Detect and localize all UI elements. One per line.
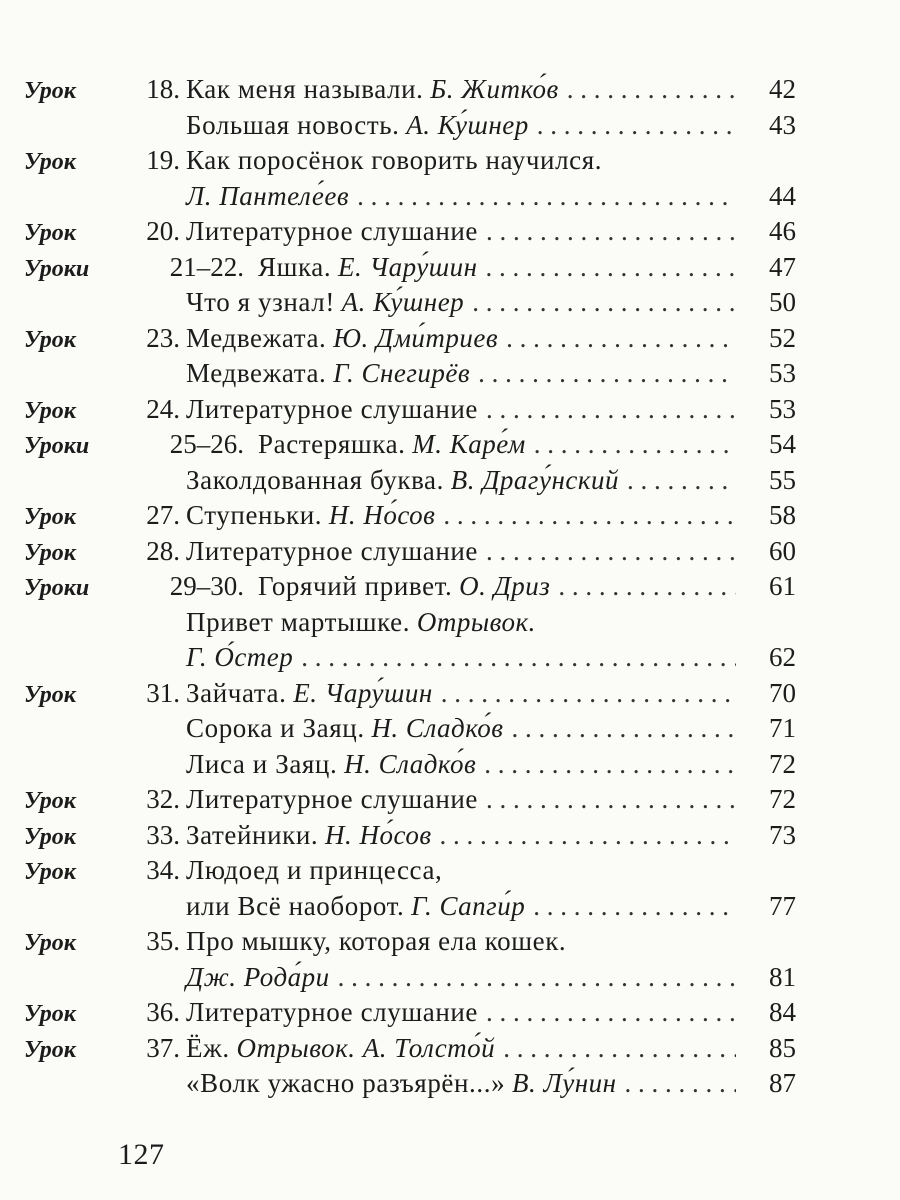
lesson-kind: Уроки xyxy=(24,255,90,282)
lesson-kind: Урок xyxy=(24,220,76,246)
toc-row xyxy=(24,143,796,179)
page-number: 127 xyxy=(118,1138,165,1171)
toc-row xyxy=(24,569,796,605)
lesson-number: 28. xyxy=(146,535,180,566)
toc-row xyxy=(24,853,796,889)
toc-entry xyxy=(184,853,442,889)
toc-entry xyxy=(184,72,559,108)
work-author: Н. Сладко́в xyxy=(371,713,504,743)
dot-leader xyxy=(627,463,736,499)
lesson-kind: Урок xyxy=(24,504,76,530)
toc-row xyxy=(24,285,796,321)
toc-entry xyxy=(256,569,550,605)
lesson-kind: Урок xyxy=(24,788,76,814)
dot-leader xyxy=(512,711,736,747)
lesson-number: 19. xyxy=(146,145,180,175)
page-ref: 71 xyxy=(769,713,796,743)
dot-leader xyxy=(486,534,736,570)
dot-leader xyxy=(625,1066,736,1102)
toc-entry xyxy=(184,889,525,925)
toc-row xyxy=(24,995,796,1031)
lesson-number: 36. xyxy=(146,997,180,1027)
page-ref: 73 xyxy=(769,819,796,850)
work-author: Отрывок. xyxy=(416,606,536,637)
lesson-number: 21–22. xyxy=(169,251,244,282)
page-ref: 42 xyxy=(769,74,796,104)
work-author: Отрывок. А. Толсто́й xyxy=(236,1032,496,1063)
toc-row xyxy=(24,960,796,996)
toc-entry xyxy=(184,463,619,499)
page-ref: 87 xyxy=(769,1068,796,1098)
work-title: Лиса и Заяц. xyxy=(186,748,338,779)
dot-leader xyxy=(567,72,736,108)
toc-row xyxy=(24,534,796,570)
page-ref: 54 xyxy=(769,429,796,459)
toc-row xyxy=(24,498,796,534)
toc-entry xyxy=(184,818,432,854)
toc-entry xyxy=(184,143,602,179)
toc-row xyxy=(24,72,796,108)
dot-leader xyxy=(486,214,736,250)
lesson-number: 29–30. xyxy=(169,571,244,601)
toc-entry xyxy=(184,995,478,1031)
lesson-kind: Урок xyxy=(24,1001,76,1027)
lesson-kind: Урок xyxy=(24,397,76,424)
work-author: Дж. Рода́ри xyxy=(186,961,330,992)
work-title: Литературное слушание xyxy=(186,535,478,566)
table-of-contents xyxy=(24,72,796,1102)
work-title: Ступеньки. xyxy=(186,500,323,530)
page-ref: 77 xyxy=(769,890,796,921)
work-title: Горячий привет. xyxy=(258,571,453,601)
toc-row xyxy=(24,782,796,818)
dot-leader xyxy=(486,782,736,818)
work-author: Е. Чару́шин xyxy=(338,251,478,282)
dot-leader xyxy=(486,250,737,286)
toc-row xyxy=(24,356,796,392)
page-ref: 55 xyxy=(769,464,796,495)
page-ref: 72 xyxy=(769,748,796,779)
work-title: Большая новость. xyxy=(186,109,400,140)
dot-leader xyxy=(558,569,736,605)
toc-entry xyxy=(256,427,526,463)
toc-row xyxy=(24,250,796,286)
work-title: Растеряшка. xyxy=(258,429,406,459)
work-author: М. Каре́м xyxy=(412,429,526,459)
work-title: Привет мартышке. xyxy=(186,606,411,637)
toc-row xyxy=(24,818,796,854)
lesson-number: 23. xyxy=(146,322,180,353)
toc-entry xyxy=(184,108,529,144)
page-ref: 70 xyxy=(769,677,796,708)
toc-entry xyxy=(184,747,476,783)
lesson-number: 37. xyxy=(146,1032,180,1063)
toc-entry xyxy=(184,179,349,215)
toc-row xyxy=(24,747,796,783)
toc-row xyxy=(24,321,796,357)
work-author: А. Ку́шнер xyxy=(406,109,529,140)
dot-leader xyxy=(506,321,736,357)
work-author: Б. Житко́в xyxy=(430,74,559,104)
lesson-kind: Урок xyxy=(24,859,76,885)
lesson-number: 18. xyxy=(146,74,180,104)
page-ref: 61 xyxy=(769,571,796,601)
lesson-number: 31. xyxy=(146,677,180,708)
toc-entry xyxy=(184,1066,617,1102)
toc-row xyxy=(24,463,796,499)
work-title: Медвежата. xyxy=(186,358,327,388)
work-title: Как меня называли. xyxy=(186,74,424,104)
lesson-number: 25–26. xyxy=(169,429,244,459)
toc-row xyxy=(24,640,796,676)
dot-leader xyxy=(484,747,736,783)
work-title: Ёж. xyxy=(186,1032,230,1063)
toc-entry xyxy=(184,605,536,641)
lesson-kind: Урок xyxy=(24,1036,76,1063)
page-ref: 58 xyxy=(769,500,796,530)
lesson-kind: Уроки xyxy=(24,433,90,459)
page-ref: 62 xyxy=(769,642,796,672)
dot-leader xyxy=(301,640,736,676)
dot-leader xyxy=(503,1031,736,1067)
dot-leader xyxy=(338,960,736,996)
work-author: В. Лу́нин xyxy=(511,1068,617,1098)
toc-entry xyxy=(184,534,478,570)
toc-row xyxy=(24,1066,796,1102)
toc-entry xyxy=(184,214,478,250)
page-ref: 46 xyxy=(769,216,796,246)
toc-entry xyxy=(184,498,435,534)
page-ref: 50 xyxy=(769,287,796,317)
lesson-kind: Уроки xyxy=(24,575,90,601)
work-author: Ю. Дми́триев xyxy=(333,322,499,353)
toc-entry xyxy=(184,640,293,676)
toc-entry xyxy=(184,1031,495,1067)
toc-entry xyxy=(184,392,478,428)
work-title: Что я узнал! xyxy=(186,287,335,317)
toc-row xyxy=(24,179,796,215)
work-title: Людоед и принцесса, xyxy=(186,855,443,885)
dot-leader xyxy=(486,392,736,428)
lesson-number: 32. xyxy=(146,784,180,814)
dot-leader xyxy=(533,889,736,925)
toc-row xyxy=(24,889,796,925)
toc-entry xyxy=(256,250,478,286)
work-author: Н. Сладко́в xyxy=(344,748,477,779)
page-ref: 84 xyxy=(769,997,796,1027)
toc-entry xyxy=(184,960,330,996)
dot-leader xyxy=(537,108,736,144)
work-author: Г. Снегирёв xyxy=(333,358,471,388)
dot-leader xyxy=(478,356,736,392)
page-ref: 85 xyxy=(769,1032,796,1063)
lesson-kind: Урок xyxy=(24,326,76,353)
work-title: Медвежата. xyxy=(186,322,327,353)
toc-entry xyxy=(184,676,433,712)
page-ref: 60 xyxy=(769,535,796,566)
toc-entry xyxy=(184,924,566,960)
toc-row xyxy=(24,1031,796,1067)
lesson-number: 35. xyxy=(146,926,180,956)
lesson-number: 27. xyxy=(146,500,180,530)
dot-leader xyxy=(486,995,736,1031)
toc-row xyxy=(24,427,796,463)
page-ref: 47 xyxy=(769,251,796,282)
toc-row xyxy=(24,924,796,960)
toc-row xyxy=(24,214,796,250)
work-title: Литературное слушание xyxy=(186,997,478,1027)
work-author: Г. О́стер xyxy=(186,642,294,672)
lesson-kind: Урок xyxy=(24,149,76,175)
page-ref: 43 xyxy=(769,109,796,140)
work-author: В. Драгу́нский xyxy=(450,464,619,495)
toc-entry xyxy=(184,321,498,357)
work-author: А. Ку́шнер xyxy=(341,287,465,317)
dot-leader xyxy=(357,179,736,215)
work-title: Сорока и Заяц. xyxy=(186,713,365,743)
dot-leader xyxy=(440,818,736,854)
page-ref: 44 xyxy=(769,180,796,211)
toc-entry xyxy=(184,711,504,747)
toc-entry xyxy=(184,356,470,392)
work-author: Н. Но́сов xyxy=(328,500,436,530)
toc-row xyxy=(24,392,796,428)
dot-leader xyxy=(472,285,736,321)
toc-entry xyxy=(184,782,478,818)
work-title: Как поросёнок говорить научился. xyxy=(186,145,603,175)
page-ref: 81 xyxy=(769,961,796,992)
toc-entry xyxy=(184,285,464,321)
work-author: О. Дриз xyxy=(459,571,551,601)
work-title: Про мышку, которая ела кошек. xyxy=(186,926,567,956)
lesson-kind: Урок xyxy=(24,681,76,708)
toc-row xyxy=(24,108,796,144)
toc-row xyxy=(24,676,796,712)
work-title: Заколдованная буква. xyxy=(186,464,444,495)
work-author: Г. Сапги́р xyxy=(411,890,526,921)
work-title: Яшка. xyxy=(258,251,332,282)
work-title: Литературное слушание xyxy=(186,216,478,246)
page-ref: 52 xyxy=(769,322,796,353)
work-title: или Всё наоборот. xyxy=(186,890,405,921)
lesson-kind: Урок xyxy=(24,78,76,104)
work-author: Е. Чару́шин xyxy=(293,677,433,708)
lesson-number: 24. xyxy=(146,393,180,424)
page-ref: 53 xyxy=(769,358,796,388)
page-ref: 72 xyxy=(769,784,796,814)
lesson-kind: Урок xyxy=(24,823,76,850)
work-title: Зайчата. xyxy=(186,677,287,708)
work-author: Н. Но́сов xyxy=(325,819,432,850)
work-title: Затейники. xyxy=(186,819,319,850)
work-title: Литературное слушание xyxy=(186,784,478,814)
lesson-kind: Урок xyxy=(24,539,76,566)
dot-leader xyxy=(441,676,736,712)
lesson-number: 20. xyxy=(146,216,180,246)
dot-leader xyxy=(534,427,736,463)
lesson-number: 33. xyxy=(146,819,180,850)
work-title: «Волк ужасно разъярён...» xyxy=(186,1068,506,1098)
work-author: Л. Пантеле́ев xyxy=(186,180,350,211)
page-ref: 53 xyxy=(769,393,796,424)
work-title: Литературное слушание xyxy=(186,393,478,424)
toc-row xyxy=(24,605,796,641)
lesson-number: 34. xyxy=(146,855,180,885)
dot-leader xyxy=(443,498,736,534)
lesson-kind: Урок xyxy=(24,930,76,956)
toc-row xyxy=(24,711,796,747)
